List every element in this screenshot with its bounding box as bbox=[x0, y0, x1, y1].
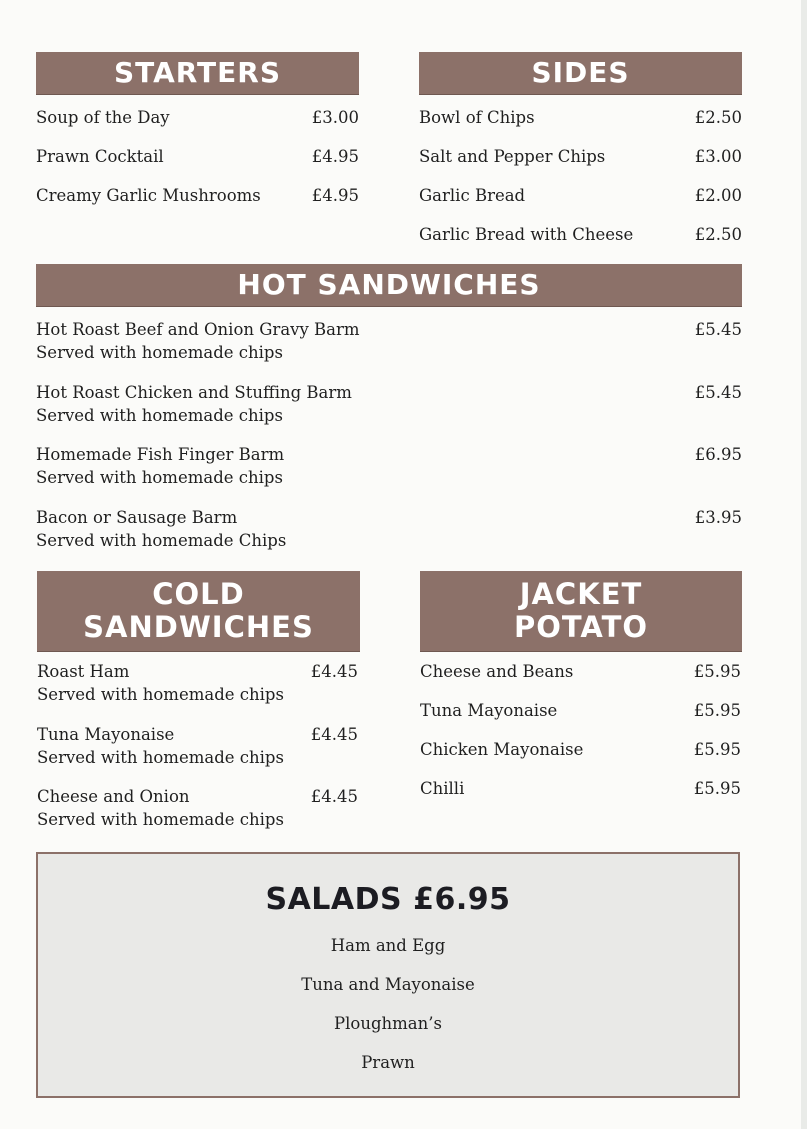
jacket-potato-title-line1: JACKET bbox=[519, 577, 643, 611]
hot-sandwiches-header bbox=[36, 264, 742, 306]
item-name: Roast Ham bbox=[37, 662, 130, 681]
item-name: Soup of the Day bbox=[36, 108, 170, 127]
item-description: Served with homemade chips bbox=[36, 406, 283, 425]
item-price: £5.45 bbox=[694, 383, 742, 402]
menu-item bbox=[37, 725, 358, 771]
item-price: £6.95 bbox=[694, 445, 742, 464]
item-price: £2.00 bbox=[694, 186, 742, 205]
item-price: £5.45 bbox=[694, 320, 742, 339]
hot-sandwiches-title: HOT SANDWICHES bbox=[237, 268, 541, 301]
salad-item: Tuna and Mayonaise bbox=[301, 975, 475, 994]
item-price: £2.50 bbox=[694, 225, 742, 244]
item-name: Tuna Mayonaise bbox=[37, 725, 175, 744]
menu-item bbox=[36, 383, 742, 429]
item-name: Bowl of Chips bbox=[419, 108, 535, 127]
menu-item bbox=[420, 662, 741, 686]
item-description: Served with homemade chips bbox=[37, 685, 284, 704]
item-name: Chicken Mayonaise bbox=[420, 740, 584, 759]
menu-item bbox=[420, 701, 741, 725]
item-price: £5.95 bbox=[693, 740, 741, 759]
item-price: £3.95 bbox=[694, 508, 742, 527]
menu-item bbox=[420, 740, 741, 764]
item-price: £4.95 bbox=[311, 147, 359, 166]
item-description: Served with homemade chips bbox=[37, 810, 284, 829]
item-price: £4.45 bbox=[310, 662, 358, 681]
menu-item bbox=[36, 508, 742, 554]
item-name: Salt and Pepper Chips bbox=[419, 147, 606, 166]
item-description: Served with homemade Chips bbox=[36, 531, 287, 550]
salad-item: Ham and Egg bbox=[330, 936, 446, 955]
salad-item: Prawn bbox=[361, 1053, 415, 1072]
item-price: £4.45 bbox=[310, 787, 358, 806]
menu-item bbox=[419, 225, 742, 249]
item-name: Garlic Bread bbox=[419, 186, 526, 205]
salad-item: Ploughman’s bbox=[334, 1014, 442, 1033]
item-price: £3.00 bbox=[694, 147, 742, 166]
item-description: Served with homemade chips bbox=[36, 468, 283, 487]
item-price: £2.50 bbox=[694, 108, 742, 127]
item-description: Served with homemade chips bbox=[37, 748, 284, 767]
jacket-potato-header bbox=[420, 571, 742, 651]
menu-item bbox=[36, 186, 359, 210]
item-name: Cheese and Onion bbox=[37, 787, 190, 806]
sides-header bbox=[419, 52, 742, 94]
item-price: £4.95 bbox=[311, 186, 359, 205]
salads-title: SALADS £6.95 bbox=[265, 882, 511, 917]
menu-item bbox=[419, 186, 742, 210]
item-description: Served with homemade chips bbox=[36, 343, 283, 362]
menu-item bbox=[419, 108, 742, 132]
page-edge bbox=[801, 0, 807, 1129]
item-name: Homemade Fish Finger Barm bbox=[36, 445, 285, 464]
cold-sandwiches-title-line2: SANDWICHES bbox=[83, 610, 314, 644]
item-name: Prawn Cocktail bbox=[36, 147, 164, 166]
jacket-potato-title-line2: POTATO bbox=[513, 610, 649, 644]
starters-header bbox=[36, 52, 359, 94]
menu-item bbox=[37, 787, 358, 833]
item-name: Bacon or Sausage Barm bbox=[36, 508, 238, 527]
cold-sandwiches-header bbox=[37, 571, 360, 651]
menu-item bbox=[420, 779, 741, 803]
item-name: Hot Roast Beef and Onion Gravy Barm bbox=[36, 320, 360, 339]
menu-item bbox=[36, 445, 742, 491]
menu-item bbox=[419, 147, 742, 171]
item-name: Hot Roast Chicken and Stuffing Barm bbox=[36, 383, 352, 402]
menu-item bbox=[37, 662, 358, 708]
menu-item bbox=[36, 147, 359, 171]
item-price: £5.95 bbox=[693, 779, 741, 798]
item-price: £5.95 bbox=[693, 701, 741, 720]
item-name: Garlic Bread with Cheese bbox=[419, 225, 634, 244]
salads-panel bbox=[36, 852, 740, 1098]
item-name: Tuna Mayonaise bbox=[420, 701, 558, 720]
cold-sandwiches-title-line1: COLD bbox=[152, 577, 245, 611]
sides-title: SIDES bbox=[531, 56, 630, 89]
starters-title: STARTERS bbox=[113, 56, 282, 89]
item-name: Cheese and Beans bbox=[420, 662, 574, 681]
menu-item bbox=[36, 108, 359, 132]
menu-item bbox=[36, 320, 742, 366]
item-price: £5.95 bbox=[693, 662, 741, 681]
item-price: £4.45 bbox=[310, 725, 358, 744]
item-price: £3.00 bbox=[311, 108, 359, 127]
item-name: Chilli bbox=[420, 779, 465, 798]
item-name: Creamy Garlic Mushrooms bbox=[36, 186, 261, 205]
